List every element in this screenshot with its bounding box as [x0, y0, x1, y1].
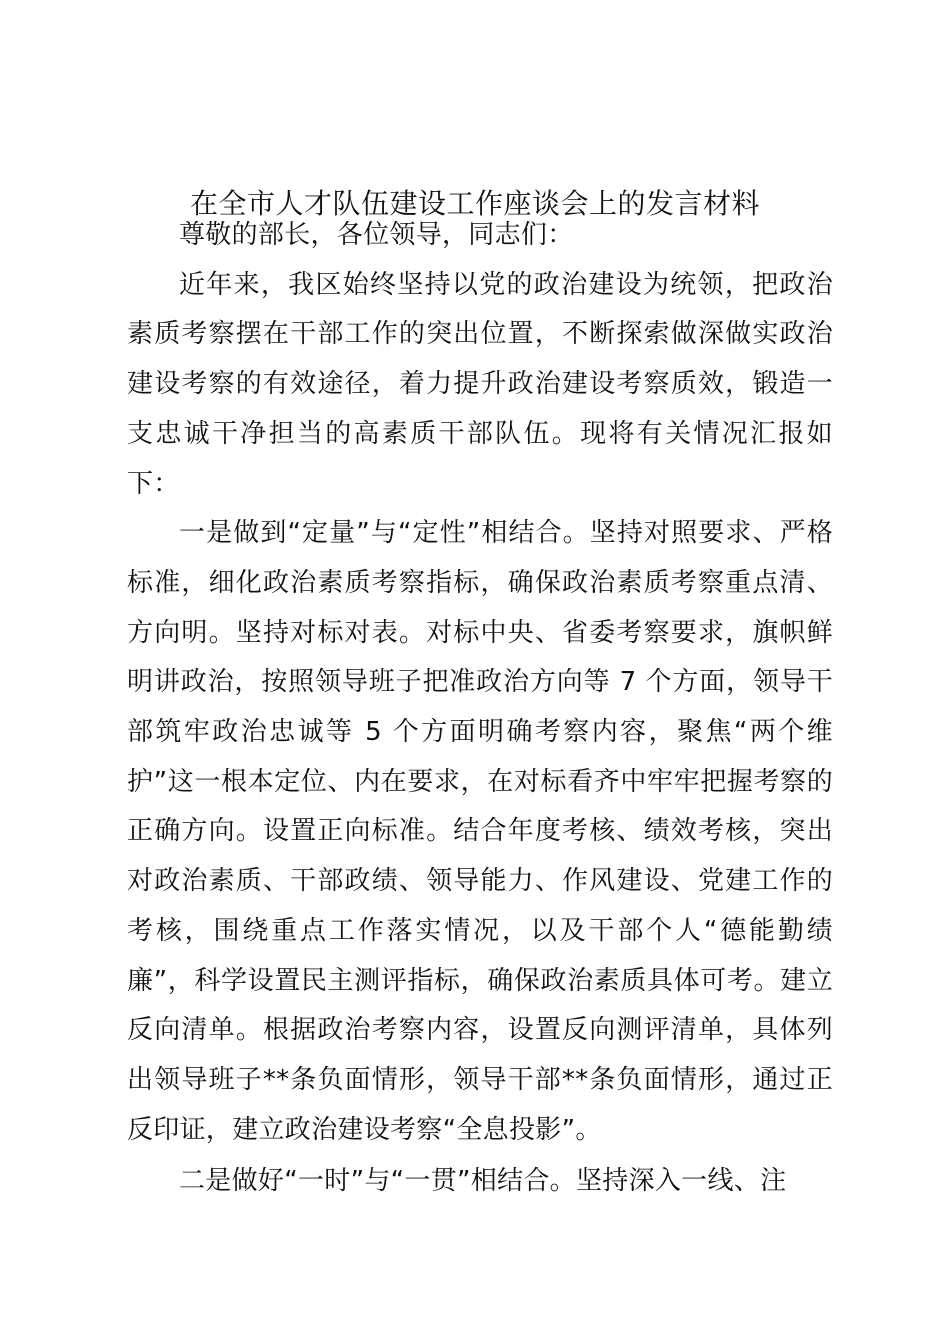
document-title: 在全市人才队伍建设工作座谈会上的发言材料: [189, 187, 760, 220]
point-two-paragraph: 二是做好“一时”与“一贯”相结合。坚持深入一线、注: [179, 1166, 787, 1197]
point-one-paragraph: 一是做到“定量”与“定性”相结合。坚持对照要求、严格标准，细化政治素质考察指标，确保政治素质考察重点清、方向明。坚持对标对表。对标中央、省委考察要求，旗帜鲜明讲政治，按照领导班子把准政治方向等 7 个方面，领导干部筑牢政治忠诚等 5 个方面明确考察内容，聚焦“两个维护”这一根本定位、内在要求，在对标看齐中牢牢把握考察的正确方向。设置正向标准。结合年度考核、绩效考核，突出对政治素质、干部政绩、领导能力、作风建设、党建工作的考核，围绕重点工作落实情况，以及干部个人“德能勤绩廉”，科学设置民主测评指标，确保政治素质具体可考。建立反向清单。根据政治考察内容，设置反向测评清单，具体列出领导班子**条负面情形，领导干部**条负面情形，通过正反印证，建立政治建设考察“全息投影”。: [127, 518, 833, 1145]
document-body: [127, 211, 833, 1207]
intro-paragraph: 近年来，我区始终坚持以党的政治建设为统领，把政治素质考察摆在干部工作的突出位置，不断探索做深做实政治建设考察的有效途径，着力提升政治建设考察质效，锻造一支忠诚干净担当的高素质干部队伍。现将有关情况汇报如下：: [127, 269, 833, 499]
salutation-paragraph: 尊敬的部长，各位领导，同志们：: [179, 220, 574, 250]
